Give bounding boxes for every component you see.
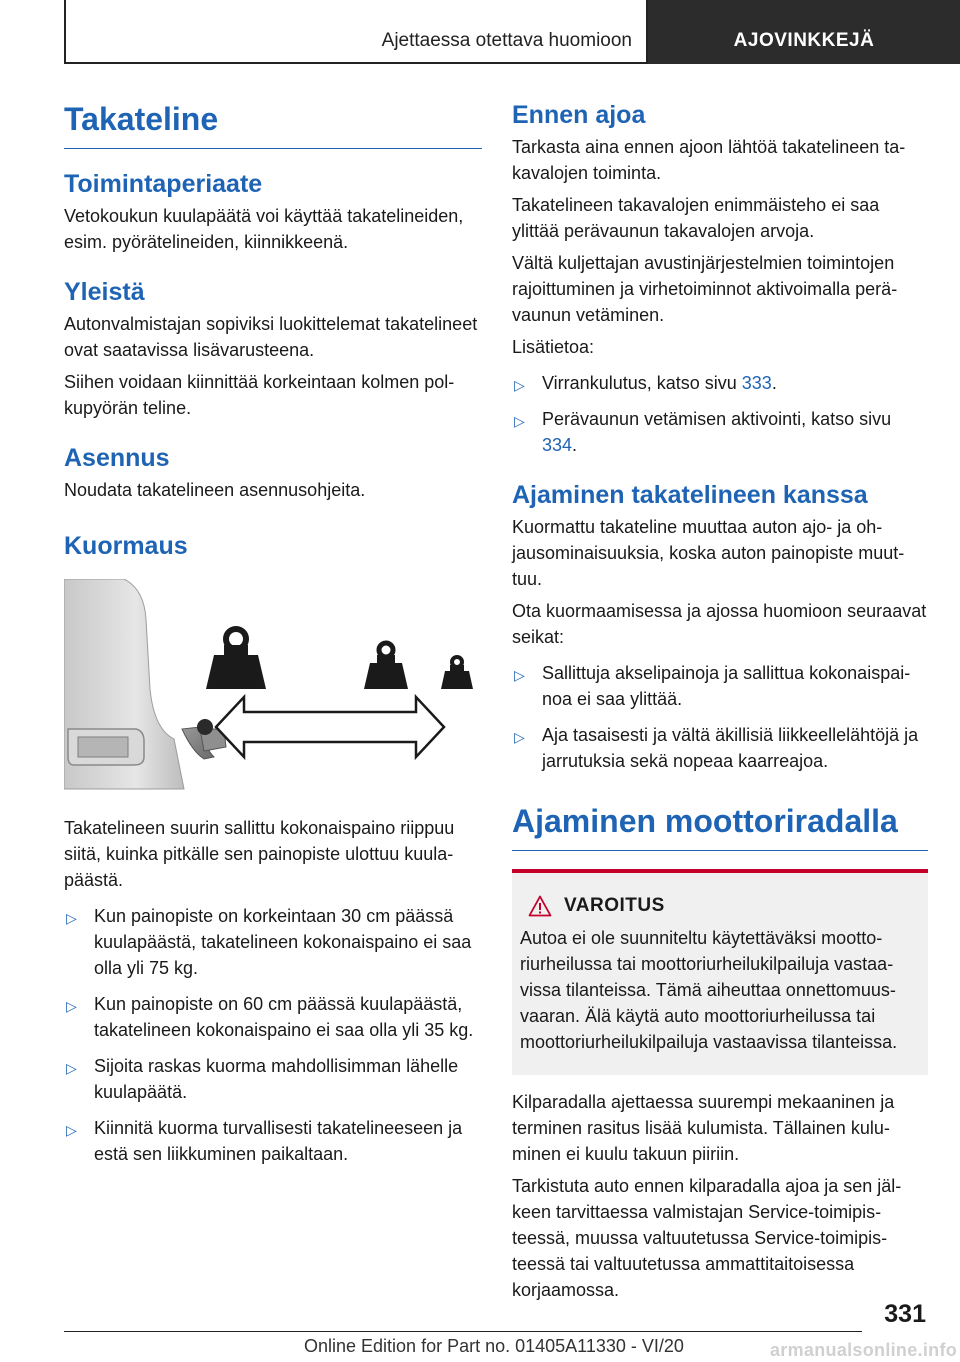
paragraph: Ota kuormaamisessa ja ajossa huomioon seuraavat seikat: [512,601,927,647]
list-item: ▷ Kiinnitä kuorma turvallisesti takatelineeseen ja estä sen liikkuminen paikaltaan. [66,1118,463,1165]
info-link-list [512,370,928,458]
medium-weight-shape [364,643,408,689]
heading-kuormaus: Kuormaus [64,532,188,561]
page-link-333[interactable]: 333 [741,373,772,393]
warning-box [512,869,928,1075]
driving-bullet-list [512,660,928,774]
left-column [64,100,482,1167]
list-item: ▷ Sallittuja akselipainoja ja sallittua kokonaispainoa ei saa ylittää. [514,663,911,709]
edition-text: Online Edition for Part no. 01405A11330 - VI/20 [304,1336,684,1356]
paragraph: Takatelineen takavalojen enimmäisteho ei saa ylittää perävaunun takavalojen arvoja. [512,195,880,241]
page-title: Takateline [64,100,482,149]
list-item: ▷ Kun painopiste on 60 cm päässä kuulapäästä, takatelineen kokonaispaino ei saa olla yli 35 kg. [66,994,474,1041]
distance-arrow-shape [216,697,444,757]
tow-ball-shape [197,719,213,735]
heading-ajaminen-takatelineen: Ajaminen takatelineen kanssa [512,481,868,509]
paragraph: Noudata takatelineen asennusohjeita. [64,480,366,501]
paragraph: Tarkistuta auto ennen kilparadalla ajoa ja sen jälkeen tarvittaessa valmistajan Service-toimipisteessä, muussa valtuutetussa Service-toimipisteessä tai valtuutetussa ammattitaitoisessa korjaamossa. [512,1176,902,1301]
paragraph: Tarkasta aina ennen ajoon lähtöä takatelineen takavalojen toiminta. [512,137,906,183]
page-number: 331 [884,1300,926,1328]
paragraph: Vältä kuljettajan avustinjärjestelmien toimintojen rajoittuminen ja virhetoiminnot aktivoimalla perävaunun vetäminen. [512,253,898,325]
warning-header [528,895,918,917]
triangle-bullet-icon: ▷ [66,998,77,1015]
triangle-bullet-icon: ▷ [66,1060,77,1077]
watermark-logo: armanualsonline.info [770,1340,958,1360]
list-item: ▷ Virrankulutus, katso sivu 333. [512,370,928,396]
triangle-bullet-icon: ▷ [514,667,525,683]
list-item: ▷ Perävaunun vetämisen aktivointi, katso sivu 334. [514,409,892,455]
paragraph: Kilparadalla ajettaessa suurempi mekaaninen ja terminen rasitus lisää kulumista. Tällainen kuluminen ei kuulu takuun piiriin. [512,1092,895,1165]
chapter-title: Ajettaessa otettava huomioon [381,30,632,51]
list-item: ▷ Sijoita raskas kuorma mahdollisimman lähelle kuulapäätä. [66,1056,459,1103]
paragraph: Vetokoukun kuulapäätä voi käyttää takatelineiden, esim. pyörätelineiden, kiinnikkeenä. [64,206,464,253]
list-item: ▷ Kun painopiste on korkeintaan 30 cm päässä kuulapäästä, takatelineen kokonaispaino ei saa olla yli 75 kg. [66,906,472,979]
paragraph: Siihen voidaan kiinnittää korkeintaan kolmen polkupyörän teline. [64,372,455,419]
triangle-bullet-icon: ▷ [66,910,77,927]
tow-hitch-load-svg [64,579,478,799]
heading-asennus: Asennus [64,444,170,473]
heading-yleista: Yleistä [64,278,145,307]
small-weight-shape [441,657,473,689]
section-tab[interactable] [648,0,960,64]
right-column [512,100,928,1303]
list-item: ▷ Aja tasaisesti ja vältä äkillisiä liikkeellelähtöjä ja jarrutuksia sekä nopeaa kaarreajoa. [514,725,919,771]
triangle-bullet-icon: ▷ [66,1122,77,1139]
warning-label: VAROITUS [564,895,665,917]
triangle-bullet-icon: ▷ [514,729,525,745]
warning-triangle-icon [528,895,552,917]
paragraph: Autonvalmistajan sopiviksi luokittelemat takatelineet ovat saatavissa lisävarusteena. [64,314,478,361]
paragraph: Lisätietoa: [512,337,595,357]
heading-toimintaperiaate: Toimintaperiaate [64,170,263,199]
load-bullet-list [64,903,482,1167]
section-tab-label: AJOVINKKEJÄ [733,30,875,51]
heading-moottoriradalla: Ajaminen moottoriradalla [512,802,928,851]
triangle-bullet-icon: ▷ [514,413,525,429]
tow-hitch-load-illustration [64,579,478,799]
header-frame [64,0,648,64]
heading-ennen-ajoa: Ennen ajoa [512,101,646,129]
paragraph: Kuormattu takateline muuttaa auton ajo- ja ohjausominaisuuksia, koska auton painopiste muuttuu. [512,517,905,589]
triangle-bullet-icon: ▷ [514,377,525,393]
warning-text: Autoa ei ole suunniteltu käytettäväksi moottoriurheilussa tai moottoriurheilukilpailuja vastaavissa tilanteissa. Tämä aiheuttaa onnettomuusvaaran. Älä käytä auto moottoriurheilussa tai moottoriurheilukilpailuja vastaavissa tilanteissa. [520,928,898,1053]
paragraph: Takatelineen suurin sallittu kokonaispaino riippuu siitä, kuinka pitkälle sen painopiste ulottuu kuulapäästä. [64,818,455,891]
large-weight-shape [206,629,266,689]
footer-divider [64,1331,862,1332]
page-link-334[interactable]: 334 [542,435,573,455]
